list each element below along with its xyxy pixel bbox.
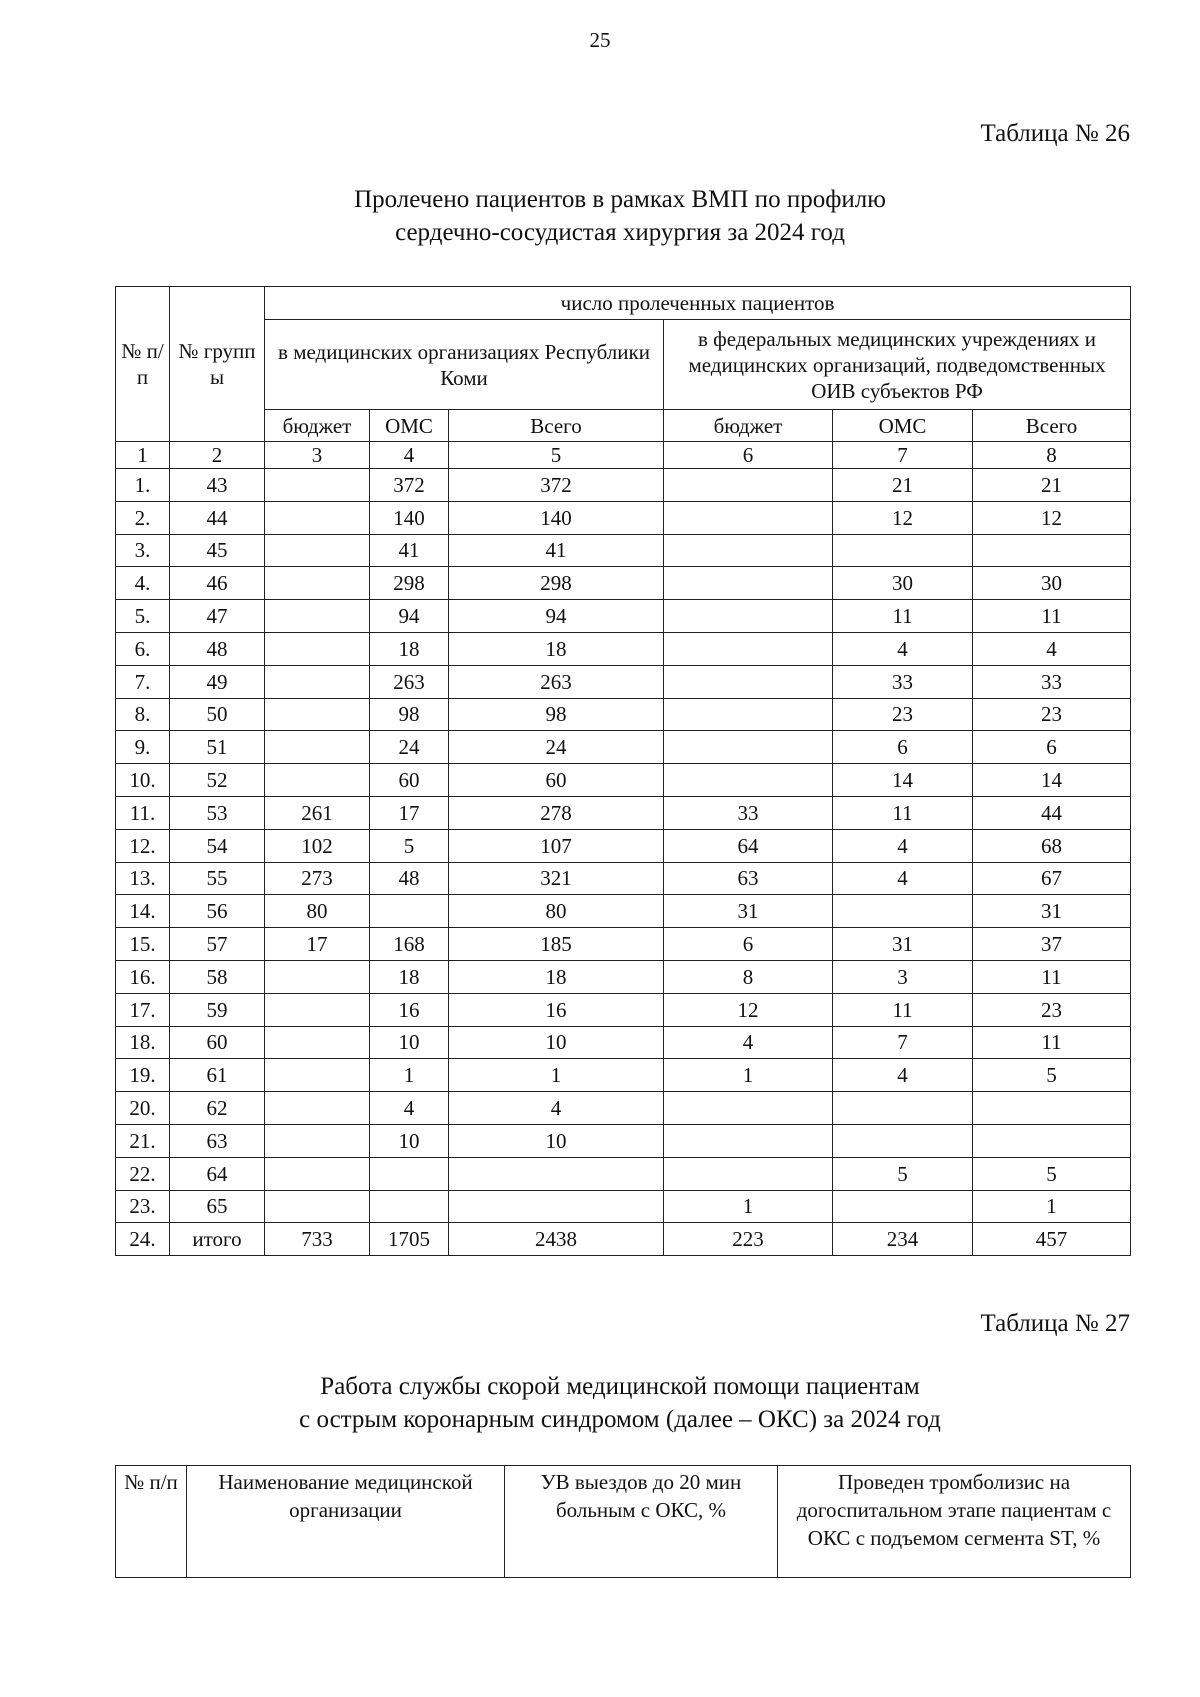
table-cell <box>265 534 370 567</box>
table-cell: 22. <box>116 1157 170 1190</box>
table-cell <box>833 1124 973 1157</box>
table-cell <box>265 1124 370 1157</box>
column-number: 7 <box>833 442 973 469</box>
table-cell: 61 <box>170 1059 265 1092</box>
table-cell: 321 <box>449 862 664 895</box>
table-cell: 30 <box>833 567 973 600</box>
table-cell: 41 <box>370 534 449 567</box>
table-cell: 4 <box>449 1092 664 1125</box>
table-cell: 58 <box>170 960 265 993</box>
table-cell: 278 <box>449 796 664 829</box>
table-row <box>116 764 1131 797</box>
table-cell: 372 <box>370 469 449 502</box>
table-cell: 49 <box>170 665 265 698</box>
table-cell: 12. <box>116 829 170 862</box>
table-row <box>116 829 1131 862</box>
table-cell: 18 <box>370 632 449 665</box>
table-cell <box>664 731 833 764</box>
table-cell <box>973 1124 1131 1157</box>
table-cell <box>265 600 370 633</box>
table-cell: 68 <box>973 829 1131 862</box>
table-cell: 31 <box>664 895 833 928</box>
column-number: 4 <box>370 442 449 469</box>
page-number: 25 <box>589 28 611 52</box>
table-cell: 23. <box>116 1190 170 1223</box>
table-cell: 23 <box>973 698 1131 731</box>
header-budget: бюджет <box>265 410 370 442</box>
table-cell: 4 <box>833 862 973 895</box>
table-row <box>116 731 1131 764</box>
table-cell <box>265 1026 370 1059</box>
table-cell: 168 <box>370 928 449 961</box>
table-cell: 4 <box>833 829 973 862</box>
table-cell <box>664 567 833 600</box>
table-cell: 50 <box>170 698 265 731</box>
table-cell: 98 <box>449 698 664 731</box>
table-cell: 17. <box>116 993 170 1026</box>
table-cell: 4. <box>116 567 170 600</box>
table-cell: 60 <box>449 764 664 797</box>
table-cell: 57 <box>170 928 265 961</box>
table-cell: 10. <box>116 764 170 797</box>
table-cell <box>664 1092 833 1125</box>
table-row <box>116 567 1131 600</box>
table-cell: 261 <box>265 796 370 829</box>
table-26-body <box>116 469 1131 1256</box>
table-cell <box>664 501 833 534</box>
table-row <box>116 600 1131 633</box>
table-27-title-line: Работа службы скорой медицинской помощи пациентам <box>320 1373 920 1400</box>
table-cell: 5. <box>116 600 170 633</box>
table-cell: 94 <box>449 600 664 633</box>
table-26-title <box>0 183 1200 249</box>
table-cell: 140 <box>449 501 664 534</box>
table-cell: 18 <box>449 960 664 993</box>
header-org-name: Наименование медицинской организации <box>187 1466 505 1578</box>
table-27 <box>115 1465 1131 1578</box>
table-cell: 20. <box>116 1092 170 1125</box>
table-cell: 5 <box>370 829 449 862</box>
header-total-patients: число пролеченных пациентов <box>265 287 1131 320</box>
table-26 <box>115 286 1131 1256</box>
table-row <box>116 1059 1131 1092</box>
table-row <box>116 632 1131 665</box>
table-cell <box>265 567 370 600</box>
table-cell: 13. <box>116 862 170 895</box>
table-cell <box>664 534 833 567</box>
table-cell: 48 <box>170 632 265 665</box>
table-cell: 372 <box>449 469 664 502</box>
table-cell: 4 <box>370 1092 449 1125</box>
table-cell: 44 <box>973 796 1131 829</box>
table-26-title-line: сердечно-сосудистая хирургия за 2024 год <box>395 219 845 246</box>
column-number: 6 <box>664 442 833 469</box>
table-cell <box>370 1190 449 1223</box>
table-cell: 23 <box>833 698 973 731</box>
table-cell: 1 <box>664 1059 833 1092</box>
table-cell: 5 <box>833 1157 973 1190</box>
table-cell <box>370 895 449 928</box>
table-cell: 234 <box>833 1223 973 1256</box>
table-cell: 80 <box>265 895 370 928</box>
table-cell: 59 <box>170 993 265 1026</box>
header-thrombolysis: Проведен тромболизис на догоспитальном этапе пациентам с ОКС с подъемом сегмента ST, % <box>778 1466 1131 1578</box>
table-cell: 64 <box>664 829 833 862</box>
table-row <box>116 960 1131 993</box>
table-cell: 11 <box>973 960 1131 993</box>
table-27-title-line: с острым коронарным синдромом (далее – ОКС) за 2024 год <box>299 1406 941 1433</box>
table-cell: 16. <box>116 960 170 993</box>
table-cell <box>265 993 370 1026</box>
header-group: № групп ы <box>170 287 265 442</box>
table-cell: 48 <box>370 862 449 895</box>
column-number: 5 <box>449 442 664 469</box>
table-cell: 18 <box>370 960 449 993</box>
table-cell: 185 <box>449 928 664 961</box>
table-cell <box>265 501 370 534</box>
table-cell: 2. <box>116 501 170 534</box>
table-cell: 7 <box>833 1026 973 1059</box>
table-cell <box>265 1190 370 1223</box>
table-cell: 5 <box>973 1059 1131 1092</box>
table-cell <box>664 1157 833 1190</box>
header-oms: ОМС <box>370 410 449 442</box>
table-cell: 98 <box>370 698 449 731</box>
table-cell: 11. <box>116 796 170 829</box>
table-cell: 21 <box>973 469 1131 502</box>
table-cell: 1. <box>116 469 170 502</box>
table-cell: 63 <box>664 862 833 895</box>
table-cell: 107 <box>449 829 664 862</box>
table-cell <box>265 764 370 797</box>
column-number: 3 <box>265 442 370 469</box>
table-row <box>116 1092 1131 1125</box>
table-cell <box>265 1092 370 1125</box>
table-cell: 9. <box>116 731 170 764</box>
table-cell: 45 <box>170 534 265 567</box>
header-total: Всего <box>449 410 664 442</box>
table-cell: 65 <box>170 1190 265 1223</box>
table-cell <box>833 534 973 567</box>
table-cell: 17 <box>370 796 449 829</box>
table-cell: 30 <box>973 567 1131 600</box>
table-26-title-line: Пролечено пациентов в рамках ВМП по профилю <box>354 186 886 213</box>
table-cell: 11 <box>973 1026 1131 1059</box>
table-cell: 41 <box>449 534 664 567</box>
table-cell: 8 <box>664 960 833 993</box>
table-row <box>116 501 1131 534</box>
column-number: 8 <box>973 442 1131 469</box>
table-cell: 4 <box>664 1026 833 1059</box>
table-cell: 1 <box>664 1190 833 1223</box>
table-cell: 11 <box>833 993 973 1026</box>
column-number: 1 <box>116 442 170 469</box>
table-cell: 6 <box>664 928 833 961</box>
table-cell: 4 <box>833 632 973 665</box>
table-cell <box>265 960 370 993</box>
table-cell <box>833 1190 973 1223</box>
table-row <box>116 698 1131 731</box>
table-cell: 10 <box>370 1124 449 1157</box>
table-cell: 1 <box>449 1059 664 1092</box>
header-num: № п/п <box>116 1466 187 1578</box>
table-cell: 21. <box>116 1124 170 1157</box>
table-cell <box>973 534 1131 567</box>
table-row <box>116 534 1131 567</box>
table-cell: 263 <box>449 665 664 698</box>
header-komi: в медицинских организациях Республики Коми <box>265 320 664 410</box>
table-cell: 53 <box>170 796 265 829</box>
table-cell: 37 <box>973 928 1131 961</box>
table-cell: 33 <box>973 665 1131 698</box>
table-cell: 24 <box>370 731 449 764</box>
table-cell: 56 <box>170 895 265 928</box>
table-cell: 16 <box>449 993 664 1026</box>
table-cell: 3. <box>116 534 170 567</box>
table-cell: 18 <box>449 632 664 665</box>
table-cell <box>265 469 370 502</box>
column-number: 2 <box>170 442 265 469</box>
table-cell: 1 <box>370 1059 449 1092</box>
table-row <box>116 1223 1131 1256</box>
table-cell: 46 <box>170 567 265 600</box>
table-cell: 11 <box>833 796 973 829</box>
table-cell <box>664 1124 833 1157</box>
table-cell: 7. <box>116 665 170 698</box>
table-cell: 54 <box>170 829 265 862</box>
table-row <box>116 928 1131 961</box>
table-cell: 12 <box>973 501 1131 534</box>
table-cell: 14 <box>833 764 973 797</box>
table-27-label: Таблица № 27 <box>980 1310 1130 1337</box>
table-cell: 33 <box>664 796 833 829</box>
table-cell: 19. <box>116 1059 170 1092</box>
table-cell <box>449 1190 664 1223</box>
table-cell: 4 <box>833 1059 973 1092</box>
table-cell <box>973 1092 1131 1125</box>
table-cell: 63 <box>170 1124 265 1157</box>
table-cell: 733 <box>265 1223 370 1256</box>
table-cell: 60 <box>370 764 449 797</box>
table-row <box>116 796 1131 829</box>
table-27-title <box>0 1370 1200 1436</box>
table-cell: 60 <box>170 1026 265 1059</box>
table-cell <box>833 1092 973 1125</box>
table-cell: 1705 <box>370 1223 449 1256</box>
table-cell <box>833 895 973 928</box>
table-row <box>116 665 1131 698</box>
table-cell: 31 <box>973 895 1131 928</box>
table-row <box>116 1124 1131 1157</box>
table-cell: 10 <box>449 1026 664 1059</box>
table-cell: 31 <box>833 928 973 961</box>
table-cell: 263 <box>370 665 449 698</box>
table-cell: 55 <box>170 862 265 895</box>
table-cell: 14. <box>116 895 170 928</box>
table-row <box>116 1190 1131 1223</box>
table-cell: 273 <box>265 862 370 895</box>
table-cell: 11 <box>973 600 1131 633</box>
table-cell: 6 <box>833 731 973 764</box>
table-cell: 10 <box>449 1124 664 1157</box>
table-cell <box>664 600 833 633</box>
table-cell: 11 <box>833 600 973 633</box>
table-cell: 298 <box>449 567 664 600</box>
table-cell <box>664 469 833 502</box>
table-cell <box>664 665 833 698</box>
table-cell: 6. <box>116 632 170 665</box>
table-cell: 62 <box>170 1092 265 1125</box>
table-row <box>116 1026 1131 1059</box>
table-cell: 17 <box>265 928 370 961</box>
table-cell <box>370 1157 449 1190</box>
table-cell <box>265 1157 370 1190</box>
table-cell: 3 <box>833 960 973 993</box>
header-num: № п/ п <box>116 287 170 442</box>
table-cell: 298 <box>370 567 449 600</box>
table-cell <box>265 1059 370 1092</box>
table-cell <box>265 665 370 698</box>
table-cell: 140 <box>370 501 449 534</box>
table-cell <box>664 632 833 665</box>
table-row <box>116 862 1131 895</box>
table-cell: 52 <box>170 764 265 797</box>
table-cell: 16 <box>370 993 449 1026</box>
table-cell: 18. <box>116 1026 170 1059</box>
table-cell: итого <box>170 1223 265 1256</box>
table-cell: 10 <box>370 1026 449 1059</box>
table-cell: 64 <box>170 1157 265 1190</box>
table-cell <box>449 1157 664 1190</box>
table-cell: 102 <box>265 829 370 862</box>
table-cell <box>664 698 833 731</box>
table-row <box>116 993 1131 1026</box>
table-cell: 80 <box>449 895 664 928</box>
table-row <box>116 469 1131 502</box>
table-cell: 2438 <box>449 1223 664 1256</box>
header-oms: ОМС <box>833 410 973 442</box>
table-cell: 12 <box>664 993 833 1026</box>
header-budget: бюджет <box>664 410 833 442</box>
table-cell <box>664 764 833 797</box>
column-number-row <box>116 442 1131 469</box>
table-cell: 94 <box>370 600 449 633</box>
table-cell <box>265 698 370 731</box>
table-cell: 457 <box>973 1223 1131 1256</box>
table-cell: 67 <box>973 862 1131 895</box>
table-cell: 21 <box>833 469 973 502</box>
table-cell <box>265 632 370 665</box>
table-cell: 24. <box>116 1223 170 1256</box>
table-row <box>116 895 1131 928</box>
table-cell: 8. <box>116 698 170 731</box>
table-cell: 14 <box>973 764 1131 797</box>
table-cell: 43 <box>170 469 265 502</box>
table-cell: 47 <box>170 600 265 633</box>
table-cell: 51 <box>170 731 265 764</box>
table-cell: 24 <box>449 731 664 764</box>
table-row <box>116 1157 1131 1190</box>
table-cell: 1 <box>973 1190 1131 1223</box>
table-cell: 33 <box>833 665 973 698</box>
table-26-label: Таблица № 26 <box>980 120 1130 147</box>
table-cell: 12 <box>833 501 973 534</box>
table-cell: 223 <box>664 1223 833 1256</box>
table-cell: 15. <box>116 928 170 961</box>
header-uv-calls: УВ выездов до 20 мин больным с ОКС, % <box>505 1466 778 1578</box>
table-cell: 4 <box>973 632 1131 665</box>
header-federal: в федеральных медицинских учреждениях и медицинских организаций, подведомственных ОИВ субъектов РФ <box>664 320 1131 410</box>
table-cell: 6 <box>973 731 1131 764</box>
table-cell: 5 <box>973 1157 1131 1190</box>
table-cell: 23 <box>973 993 1131 1026</box>
table-cell <box>265 731 370 764</box>
header-total: Всего <box>973 410 1131 442</box>
table-cell: 44 <box>170 501 265 534</box>
